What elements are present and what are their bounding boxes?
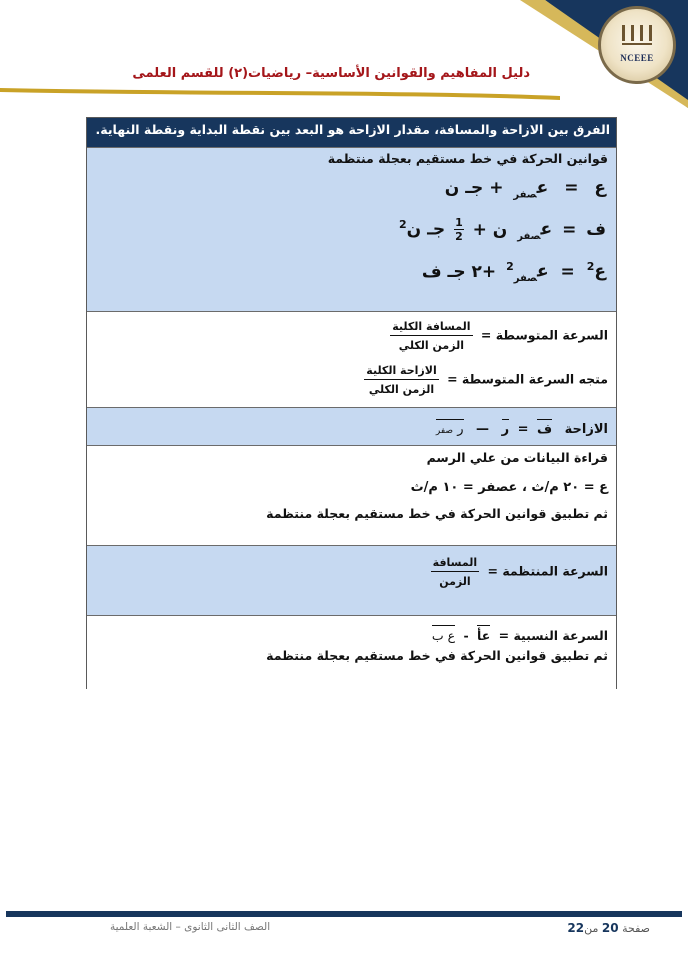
equation-velocity-squared: ع$^2$ = ع$_{صفر}^2$ +٢ جـ ف [421,260,606,285]
graph-heading: قراءة البيانات من علي الرسم [426,450,608,465]
row-relative-speed [87,616,616,689]
laws-heading: قوانين الحركة في خط مستقيم بعجلة منتظمة [327,151,608,166]
row-uniform-speed [87,546,616,616]
logo-text: NCEEE [620,53,654,63]
half-fraction: $\frac{1}{2}$ [455,216,463,243]
footer-grade: الصف الثانى الثانوى – الشعبة العلمية [110,921,271,933]
row-graph-reading [87,446,616,546]
graph-values: ع = ٢٠ م/ث ، عصفر = ١٠ م/ث [410,480,608,495]
page-number: صفحة 20 من22 [567,921,650,935]
header-swoosh [0,0,688,108]
equation-velocity: ع = ع$_{صفر}$ + جـ ن [444,178,606,201]
row-displacement-vector [87,408,616,446]
footer-rule [6,911,682,917]
average-speed-formula: السرعة المتوسطة = $\frac{\text{المسافة الكلية}}{\text{الزمن الكلي}}$ [392,320,608,352]
seal-columns-icon [622,25,652,45]
logo-seal [598,6,676,84]
row-average-speed [87,312,616,408]
header-band [0,0,688,108]
document-title: دليل المفاهيم والقوانين الأساسية– رياضيات(٢) للقسم العلمى [132,66,530,81]
dark-note: الفرق بين الازاحة والمسافة، مقدار الازاحة هو البعد بين نقطة البداية ونقطة النهاية. [95,122,610,137]
displacement-formula: الازاحة ف = ر — ر صفر [435,422,608,437]
relative-speed-formula: السرعة النسبية = عأ - ع ب [431,628,608,643]
equation-displacement: ف = ع$_{صفر}$ ن + $\frac{1}{2}$ جـ ن$^2$ [398,216,606,243]
row-motion-laws [87,148,616,312]
graph-then-apply: ثم تطبيق قوانين الحركة في خط مستقيم بعجلة منتظمة [266,506,608,521]
concepts-table [86,117,617,689]
average-velocity-formula: متجه السرعة المتوسطة = $\frac{\text{الازاحة الكلية}}{\text{الزمن الكلي}}$ [366,364,608,396]
relative-then-apply: ثم تطبيق قوانين الحركة في خط مستقيم بعجلة منتظمة [266,648,608,663]
uniform-speed-formula: السرعة المنتظمة = $\frac{\text{المسافة}}{\text{الزمن}}$ [432,556,608,588]
row-displacement-vs-distance [87,118,616,148]
